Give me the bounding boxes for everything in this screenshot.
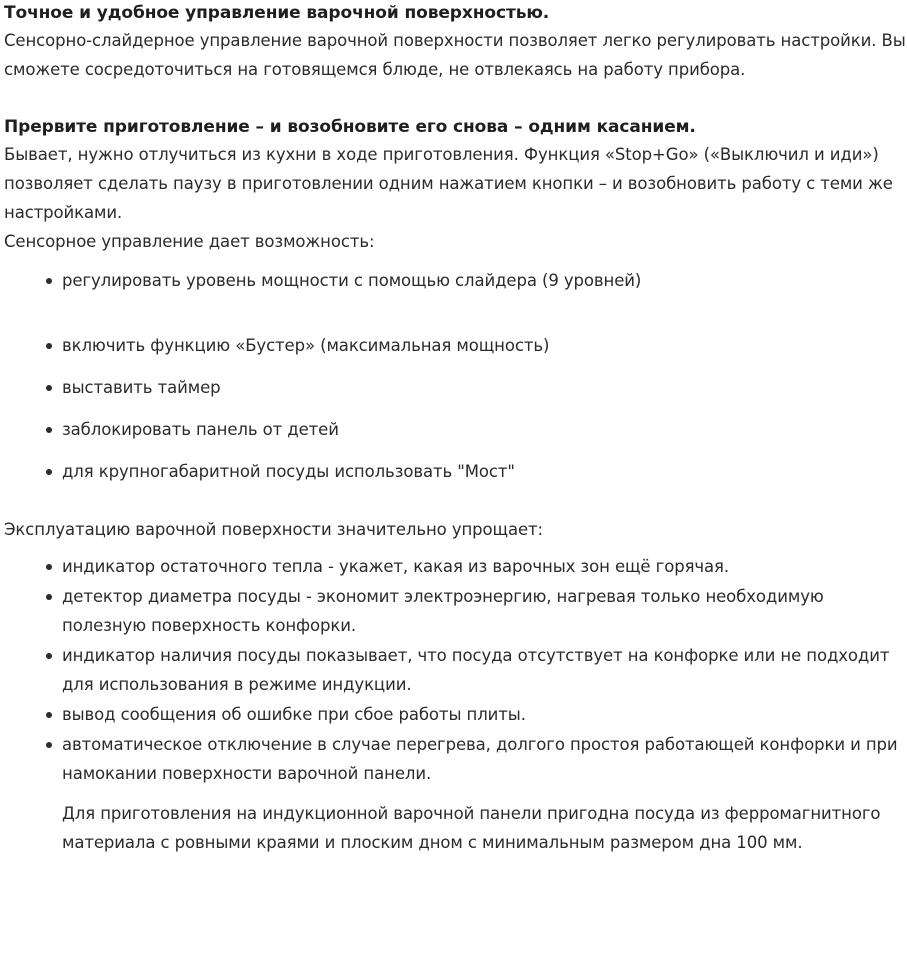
section-stop-go-heading: Прервите приготовление – и возобновите его снова – одним касанием. xyxy=(4,117,696,137)
section-control-heading: Точное и удобное управление варочной поверхностью. xyxy=(4,3,550,23)
usage-list xyxy=(4,552,907,788)
list-item: автоматическое отключение в случае перегрева, долгого простоя работающей конфорки и при намокании поверхности варочной панели. xyxy=(4,730,907,788)
features-list xyxy=(4,266,907,486)
section-control-text: Сенсорно-слайдерное управление варочной поверхности позволяет легко регулировать настройки. Вы сможете сосредоточиться на готовящемся блюде, не отвлекаясь на работу прибора. xyxy=(4,31,906,79)
list-item: заблокировать панель от детей xyxy=(4,415,907,444)
cookware-note: Для приготовления на индукционной варочной панели пригодна посуда из ферромагнитного материала с ровными краями и плоским дном с минимальным размером дна 100 мм. xyxy=(62,804,881,852)
section-stop-go xyxy=(4,114,907,857)
section-stop-go-text: Бывает, нужно отлучиться из кухни в ходе приготовления. Функция «Stop+Go» («Выключил и иди») позволяет сделать паузу в приготовлении одним нажатием кнопки – и возобновить работу с теми же настройками. xyxy=(4,145,893,222)
list-item: регулировать уровень мощности с помощью слайдера (9 уровней) xyxy=(4,266,907,295)
features-intro: Сенсорное управление дает возможность: xyxy=(4,232,375,251)
list-item: индикатор остаточного тепла - укажет, какая из варочных зон ещё горячая. xyxy=(4,552,907,581)
section-control xyxy=(4,0,907,84)
list-item: вывод сообщения об ошибке при сбое работы плиты. xyxy=(4,700,907,729)
list-item: выставить таймер xyxy=(4,373,907,402)
usage-intro: Эксплуатацию варочной поверхности значительно упрощает: xyxy=(4,520,544,539)
list-item: детектор диаметра посуды - экономит электроэнергию, нагревая только необходимую полезную поверхность конфорки. xyxy=(4,582,907,640)
list-item: для крупногабаритной посуды использовать "Мост" xyxy=(4,457,907,486)
list-item: включить функцию «Бустер» (максимальная мощность) xyxy=(4,331,907,360)
list-item: индикатор наличия посуды показывает, что посуда отсутствует на конфорке или не подходит для использования в режиме индукции. xyxy=(4,641,907,699)
